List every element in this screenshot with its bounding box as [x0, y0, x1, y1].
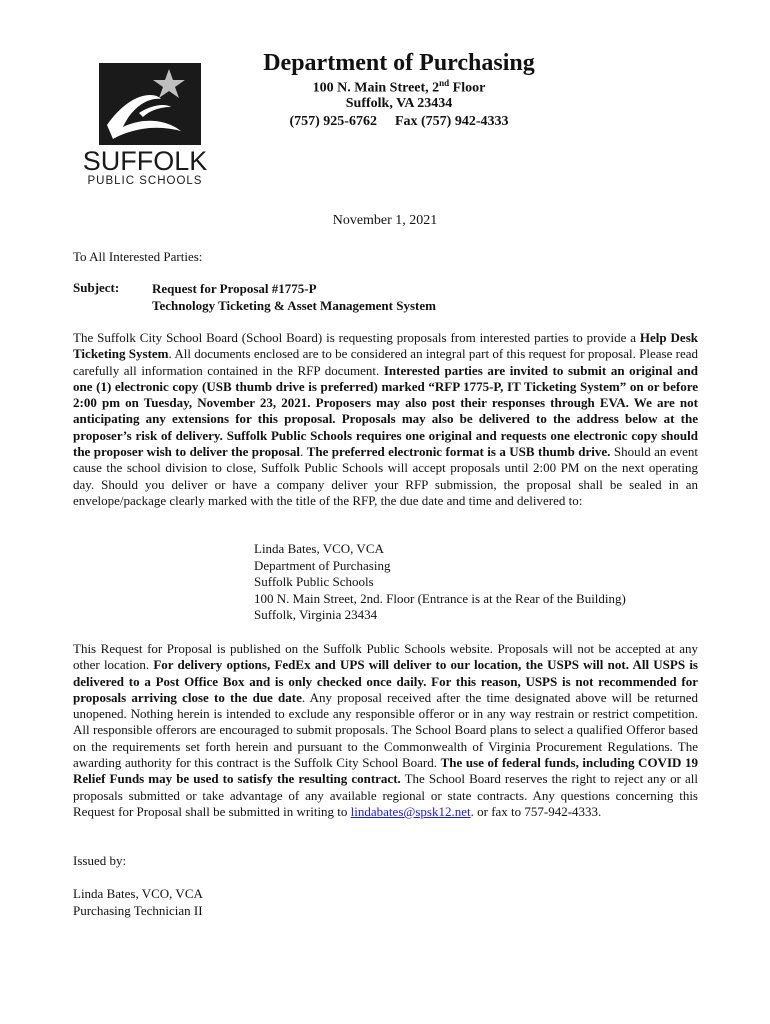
phone-number: (757) 925-6762: [289, 114, 377, 129]
signature-name: Linda Bates, VCO, VCA: [73, 886, 203, 901]
address-line: Department of Purchasing: [254, 557, 391, 573]
city-line: Suffolk, VA 23434: [345, 96, 453, 111]
body-paragraph-1: The Suffolk City School Board (School Board) is requesting proposals from interested parties to provide a Help Desk Ticketing System. All documents enclosed are to be considered an integral part of this request for proposal. Please read carefully all information contained in the RFP document. Interested parties are invited to submit an original and one (1) electronic copy (USB thumb drive is preferred) marked “RFP 1775-P, IT Ticketing System” on or before 2:00 pm on Tuesday, November 23, 2021. Proposers may also post their responses through EVA. We are not anticipating any extensions for this proposal. Proposals may also be delivered to the address below at the proposer’s risk of delivery. Suffolk Public Schools requires one original and requests one electronic copy should the proposer wish to deliver the proposal. The preferred electronic format is a USB thumb drive. Should an event cause the school division to close, Suffolk Public Schools will accept proposals until 2:00 PM on the next operating day. Should you deliver or have a company deliver your RFP submission, the proposal shall be sealed in an envelope/package clearly marked with the title of the RFP, the due date and time and delivered to:: [73, 330, 699, 508]
body-paragraph-2: This Request for Proposal is published on the Suffolk Public Schools website. Proposals will not be accepted at any other location. For delivery options, FedEx and UPS will deliver to our location, the USPS will not. All USPS is delivered to a Post Office Box and is only checked once daily. For this reason, USPS is not recommended for proposals arriving close to the due date. Any proposal received after the time designated above will be returned unopened. Nothing herein is intended to exclude any responsible offeror or in any way restrain or restrict competition. All responsible offerors are encouraged to submit proposals. The School Board plans to select a qualified Offeror based on the requirements set forth herein and pursuant to the Commonwealth of Virginia Procurement Regulations. The awarding authority for this contract is the Suffolk City School Board. The use of federal funds, including COVID 19 Relief Funds may be used to satisfy the resulting contract. The School Board reserves the right to reject any or all proposals submitted or take advantage of any available regional or state contracts. Any questions concerning this Request for Proposal shall be submitted in writing to lindabates@spsk12.net. or fax to 757-942-4333.: [73, 641, 698, 819]
letter-date: November 1, 2021: [332, 213, 438, 228]
subject-line-1: Request for Proposal #1775-P: [152, 281, 317, 296]
delivery-address-block: [254, 541, 626, 624]
street-address: 100 N. Main Street, 2nd Floor: [312, 78, 486, 96]
subject-label: Subject:: [73, 280, 120, 295]
department-title: Department of Purchasing: [263, 50, 535, 76]
subject-text: [152, 280, 436, 314]
subject-line-2: Technology Ticketing & Asset Management System: [152, 298, 436, 313]
suffolk-public-schools-logo: [79, 63, 211, 191]
logo-subtitle: PUBLIC SCHOOLS: [87, 175, 203, 187]
star-swoosh-emblem-icon: [99, 63, 201, 145]
contact-line: [214, 114, 584, 130]
address-line: Linda Bates, VCO, VCA: [254, 541, 384, 556]
address-line: 100 N. Main Street, 2nd. Floor (Entrance is at the Rear of the Building): [254, 590, 626, 606]
address-line: Suffolk, Virginia 23434: [254, 607, 378, 623]
salutation: To All Interested Parties:: [73, 249, 203, 264]
issued-by-label: Issued by:: [73, 853, 127, 868]
email-link[interactable]: lindabates@spsk12.net: [350, 803, 471, 819]
fax-number: Fax (757) 942-4333: [394, 114, 509, 129]
address-line: Suffolk Public Schools: [254, 574, 374, 590]
signature-title: Purchasing Technician II: [73, 903, 203, 918]
logo-name: SUFFOLK: [82, 146, 208, 176]
